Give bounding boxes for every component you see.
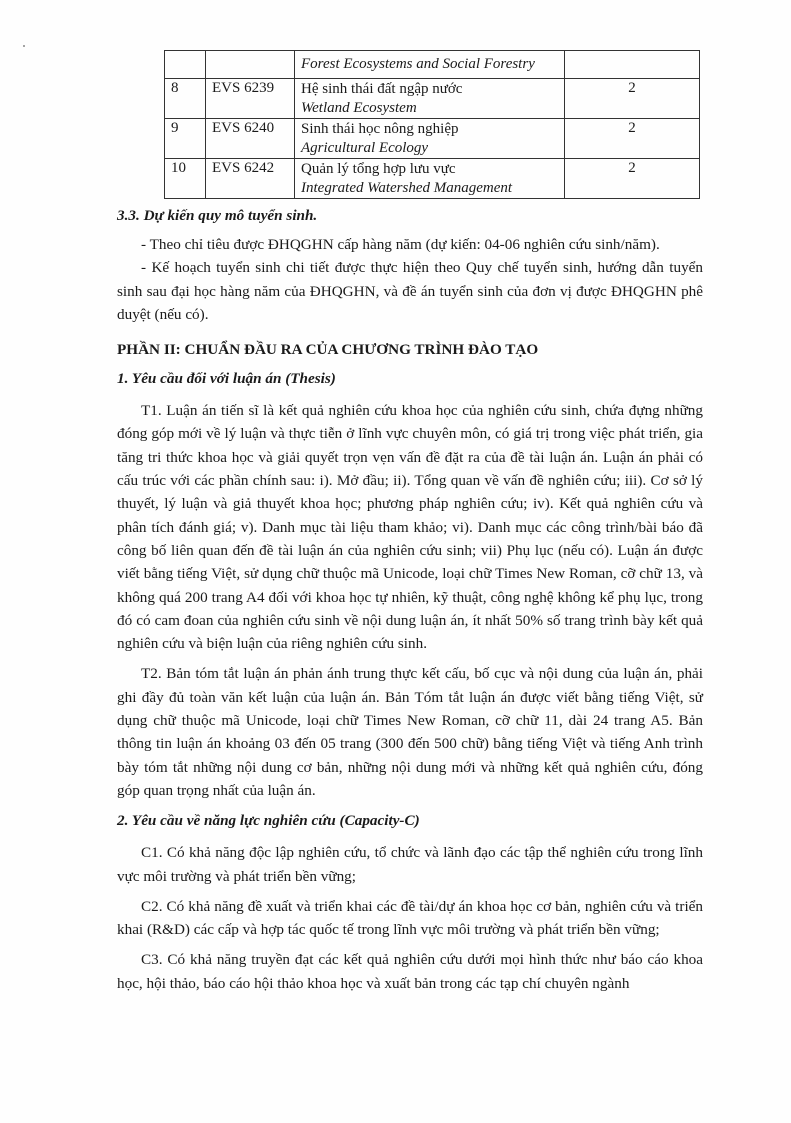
course-name-en: Agricultural Ecology: [301, 140, 429, 156]
enrollment-quota-paragraph: - Theo chỉ tiêu được ĐHQGHN cấp hàng năm (dự kiến: 04-06 nghiên cứu sinh/năm).: [141, 236, 660, 253]
course-name-en: Integrated Watershed Management: [301, 180, 513, 196]
course-name: [295, 159, 565, 199]
course-name: [295, 119, 565, 159]
course-code: EVS 6240: [206, 119, 295, 159]
row-number: 10: [165, 159, 206, 199]
course-code: EVS 6239: [206, 79, 295, 119]
course-code: [206, 51, 295, 79]
course-name-vi: Hệ sinh thái đất ngập nước: [301, 81, 463, 97]
requirement-c1: C1. Có khả năng độc lập nghiên cứu, tổ chức và lãnh đạo các tập thể nghiên cứu trong lĩnh vực môi trường và phát triển bền vững;: [117, 844, 703, 885]
requirement-t2: T2. Bản tóm tắt luận án phản ánh trung thực kết cấu, bố cục và nội dung của luận án, phải ghi đầy đủ toàn văn kết luận của luận án. Bản Tóm tắt luận án được viết bằng tiếng Việt, sử dụng chữ thuộc mã Unicode, loại chữ Times New Roman, cỡ chữ 11, dài 24 trang A5. Bản thông tin luận án khoảng 03 đến 05 trang (300 đến 500 chữ) bằng tiếng Việt và tiếng Anh trình bày tóm tắt những nội dung cơ bản, những nội dung mới và những kết quả nghiên cứu, đóng góp quan trọng nhất của luận án.: [117, 665, 703, 799]
capacity-requirements-heading: 2. Yêu cầu về năng lực nghiên cứu (Capacity-C): [117, 812, 420, 830]
row-number: 9: [165, 119, 206, 159]
thesis-requirements-heading: 1. Yêu cầu đối với luận án (Thesis): [117, 370, 336, 388]
row-number: [165, 51, 206, 79]
course-credits: 2: [565, 79, 700, 119]
course-name-vi: Quản lý tổng hợp lưu vực: [301, 161, 456, 177]
course-name-en: Wetland Ecosystem: [301, 100, 417, 116]
table-row: [165, 159, 700, 199]
course-name: [295, 79, 565, 119]
section-3-3-heading: 3.3. Dự kiến quy mô tuyển sinh.: [117, 207, 318, 224]
table-row: [165, 79, 700, 119]
requirement-c3: C3. Có khả năng truyền đạt các kết quả nghiên cứu dưới mọi hình thức như báo cáo khoa học, hội thảo, báo cáo hội thảo khoa học và xuất bản trong các tạp chí chuyên ngành: [117, 951, 703, 992]
course-code: EVS 6242: [206, 159, 295, 199]
scan-speck: [23, 45, 25, 47]
table-row: [165, 119, 700, 159]
body-text: [117, 206, 703, 995]
row-number: 8: [165, 79, 206, 119]
part-2-heading: PHẦN II: CHUẨN ĐẦU RA CỦA CHƯƠNG TRÌNH ĐÀO TẠO: [117, 341, 539, 359]
requirement-t1: T1. Luận án tiến sĩ là kết quả nghiên cứu khoa học của nghiên cứu sinh, chứa đựng những đóng góp mới về lý luận và thực tiễn ở lĩnh vực chuyên môn, có giá trị trong việc phát triển, gia tăng tri thức khoa học và giải quyết trọn vẹn vấn đề đặt ra của đề tài luận án. Luận án phải có cấu trúc với các phần chính sau: i). Mở đầu; ii). Tổng quan về vấn đề nghiên cứu; iii). Cơ sở lý thuyết, lý luận và giả thuyết khoa học; phương pháp nghiên cứu; iv). Kết quả nghiên cứu và phân tích đánh giá; v). Danh mục tài liệu tham khảo; vi). Danh mục các công trình/bài báo đã công bố liên quan đến đề tài luận án của nghiên cứu sinh; vii) Phụ lục (nếu có). Luận án được viết bằng tiếng Việt, sử dụng chữ thuộc mã Unicode, loại chữ Times New Roman, cỡ chữ 13, và không quá 200 trang A4 đối với khoa học tự nhiên, kỹ thuật, công nghệ không kể phụ lục, trong đó có cam đoan của nghiên cứu sinh về nội dung luận án, ít nhất 50% số trang trình bày kết quả nghiên cứu và biện luận của riêng nghiên cứu sinh.: [117, 402, 703, 653]
course-table: [164, 50, 700, 199]
enrollment-plan-paragraph: - Kế hoạch tuyển sinh chi tiết được thực hiện theo Quy chế tuyển sinh, hướng dẫn tuyển sinh sau đại học hàng năm của ĐHQGHN, và đề án tuyển sinh của đơn vị được ĐHQGHN phê duyệt (nếu có).: [117, 259, 703, 323]
course-credits: 2: [565, 119, 700, 159]
course-credits: 2: [565, 159, 700, 199]
course-name: [295, 51, 565, 79]
table-row: [165, 51, 700, 79]
requirement-c2: C2. Có khả năng đề xuất và triển khai các đề tài/dự án khoa học cơ bản, nghiên cứu và triển khai (R&D) các cấp và hợp tác quốc tế trong lĩnh vực môi trường và phát triển bền vững;: [117, 897, 703, 939]
course-credits: [565, 51, 700, 79]
course-name-en: Forest Ecosystems and Social Forestry: [301, 56, 535, 72]
course-name-vi: Sinh thái học nông nghiệp: [301, 121, 459, 137]
